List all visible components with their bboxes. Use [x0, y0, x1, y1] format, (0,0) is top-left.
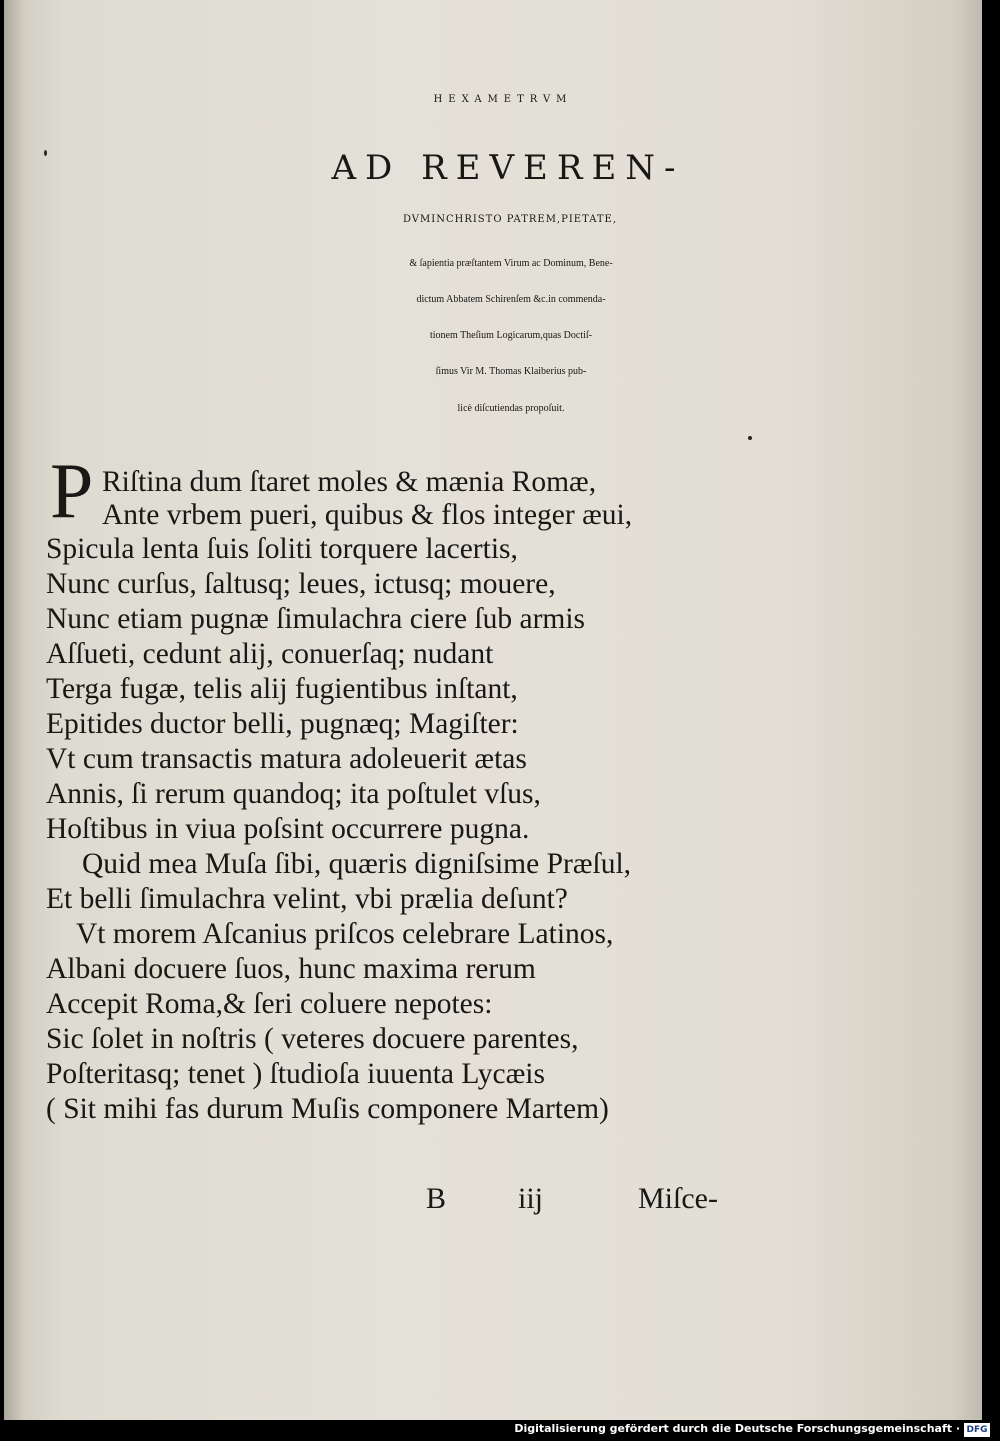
title-line: & ſapientia præſtantem Virum ac Dominum, Bene-: [409, 258, 613, 269]
heading-line-2: AD REVEREN-: [331, 148, 685, 188]
verse-line: Nunc curſus, ſaltusq; leues, ictusq; mouere,: [46, 568, 556, 600]
verse-line: Riſtina dum ſtaret moles & mænia Romæ,: [102, 466, 597, 498]
heading-line-3: DVMINCHRISTO PATREM,PIETATE,: [402, 214, 618, 225]
verse-line: Annis, ſi rerum quandoq; ita poſtulet vſus,: [46, 778, 541, 810]
verse-line: Nunc etiam pugnæ ſimulachra ciere ſub armis: [46, 603, 586, 635]
verse-line: Quid mea Muſa ſibi, quæris digniſsime Præſul,: [82, 848, 632, 880]
verse-line: Terga fugæ, telis alij fugientibus inſtant,: [46, 673, 518, 705]
ink-speck: [748, 436, 752, 440]
title-line: licè diſcutiendas propoſuit.: [457, 403, 565, 414]
signature-mark: B: [426, 1182, 447, 1215]
funding-footer-bar: [0, 1420, 1000, 1441]
verse-line: Spicula lenta ſuis ſoliti torquere lacertis,: [46, 533, 518, 565]
paper-page: [4, 0, 982, 1420]
drop-cap-initial: P: [50, 447, 94, 534]
title-line: dictum Abbatem Schirenſem &c.in commenda-: [416, 294, 606, 305]
verse-line: Et belli ſimulachra velint, vbi prælia deſunt?: [46, 883, 568, 915]
verse-line: Aſſueti, cedunt alij, conuerſaq; nudant: [46, 638, 494, 670]
dfg-logo: DFG: [964, 1423, 990, 1437]
verse-line: Vt cum transactis matura adoleuerit ætas: [46, 743, 527, 775]
verse-line: Albani docuere ſuos, hunc maxima rerum: [46, 953, 536, 985]
title-line: tionem Theſium Logicarum,quas Doctiſ-: [429, 330, 592, 341]
ink-speck: [44, 150, 47, 156]
verse-line: Ante vrbem pueri, quibus & flos integer æui,: [102, 499, 633, 531]
title-line: ſimus Vir M. Thomas Klaiberius pub-: [435, 366, 587, 377]
catchword: Miſce-: [638, 1182, 718, 1215]
verse-line: Hoſtibus in viua poſsint occurrere pugna.: [46, 813, 530, 845]
verse-line: Poſteritasq; tenet ) ſtudioſa iuuenta Lycæis: [46, 1058, 545, 1090]
heading-line-1: HEXAMETRVM: [433, 94, 573, 105]
verse-line: Accepit Roma,& ſeri coluere nepotes:: [46, 988, 493, 1020]
verse-line: Sic ſolet in noſtris ( veteres docuere parentes,: [46, 1023, 579, 1055]
verse-line: ( Sit mihi fas durum Muſis componere Martem): [46, 1093, 609, 1125]
verse-line: Vt morem Aſcanius priſcos celebrare Latinos,: [76, 918, 614, 950]
funding-notice: Digitalisierung gefördert durch die Deutsche Forschungsgemeinschaft ·: [514, 1422, 960, 1435]
verse-line: Epitides ductor belli, pugnæq; Magiſter:: [46, 708, 519, 740]
folio-number: iij: [518, 1182, 544, 1215]
